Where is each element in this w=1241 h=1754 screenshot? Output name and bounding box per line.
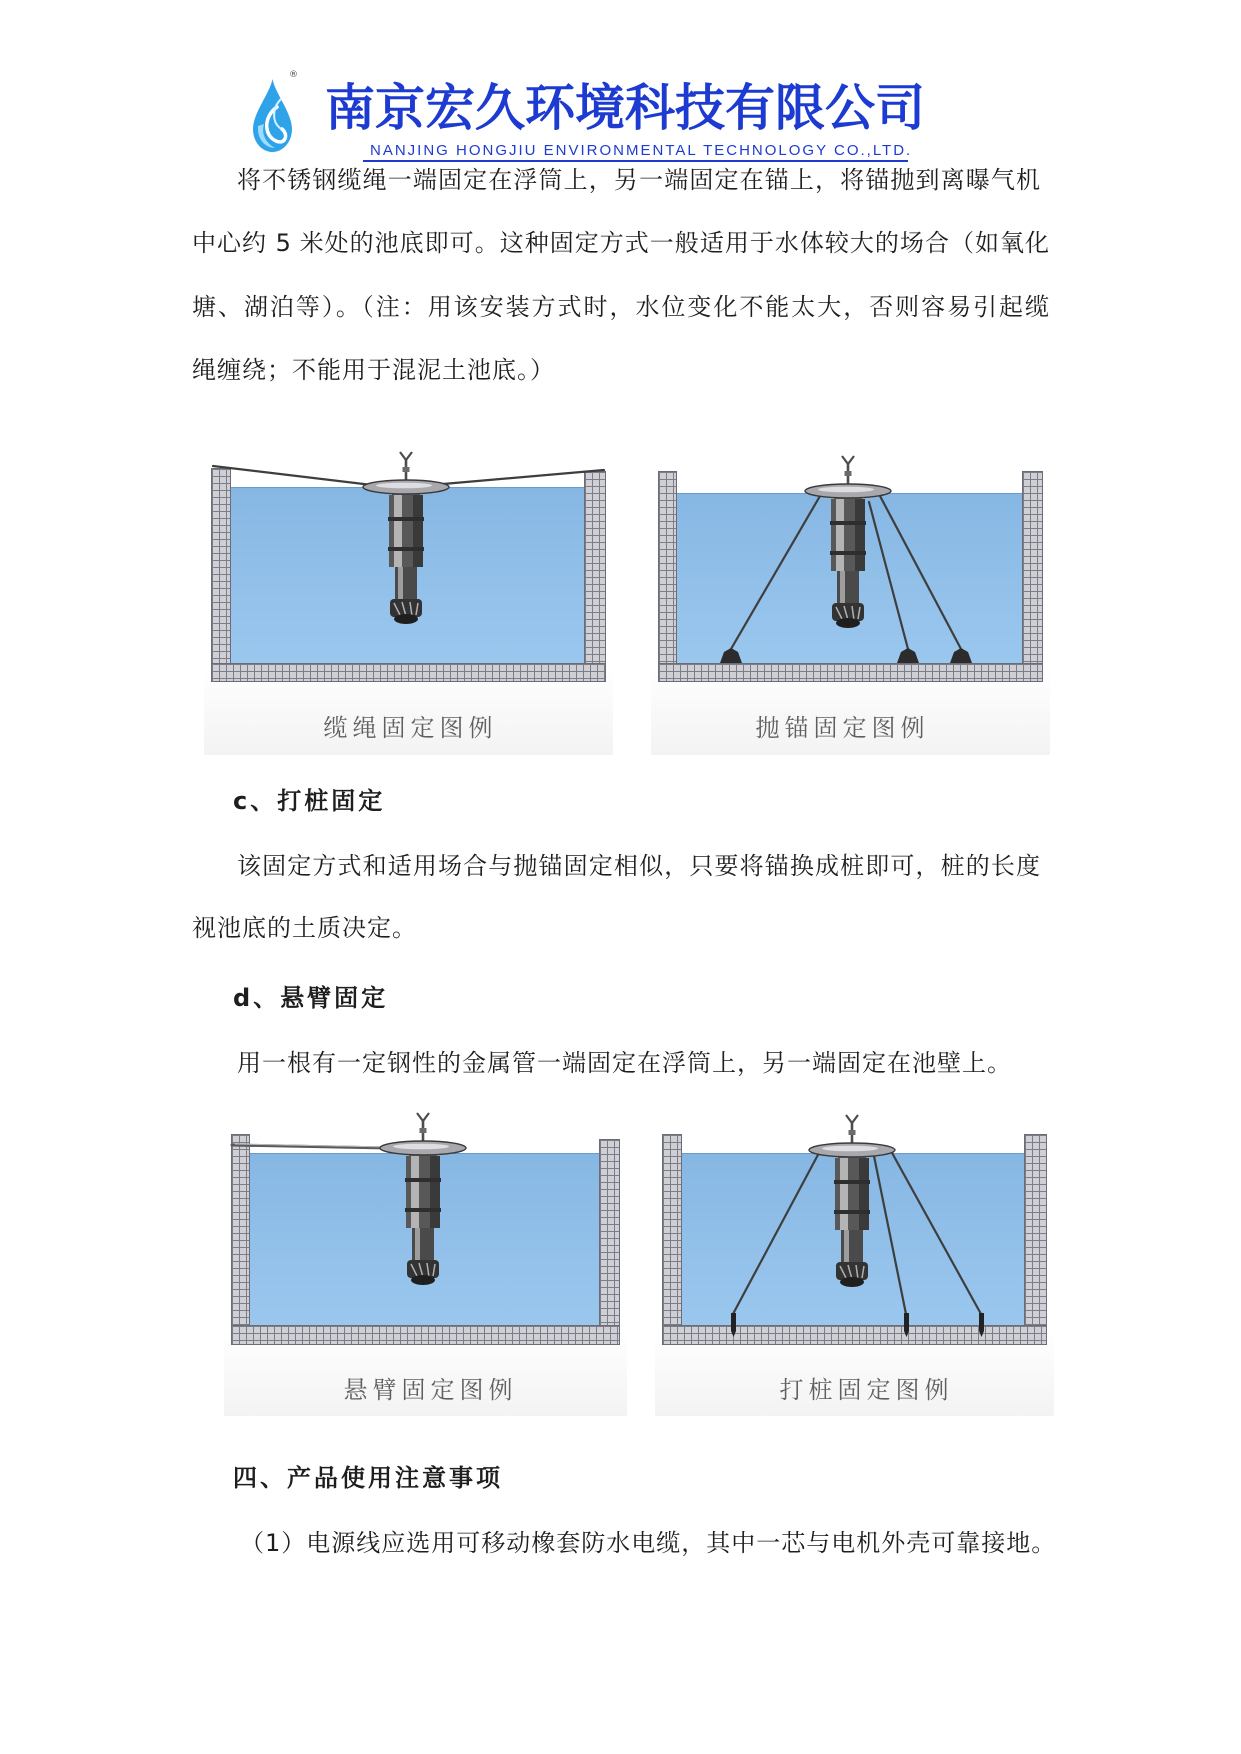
- anchor-rope: [869, 502, 908, 649]
- diagram-overlay: [658, 451, 1043, 682]
- stake-rope: [891, 1151, 981, 1314]
- intro-line-1: 将不锈钢缆绳一端固定在浮筒上，另一端固定在锚上，将锚抛到离曝气机: [237, 166, 1040, 194]
- figure-stake-fixing: [655, 1106, 1054, 1416]
- figure-cable-fixing: [204, 445, 613, 755]
- diagram-overlay: [662, 1117, 1047, 1345]
- stake: [979, 1313, 984, 1337]
- anchor-weight: [950, 648, 972, 663]
- figure-caption: 抛锚固定图例: [755, 714, 930, 742]
- figure-caption: 缆绳固定图例: [323, 714, 498, 742]
- section-c-line-1: 该固定方式和适用场合与抛锚固定相似，只要将锚换成桩即可，桩的长度: [237, 852, 1040, 880]
- cable-rope-right: [443, 470, 604, 484]
- anchor-weight: [897, 648, 919, 663]
- stake: [731, 1313, 736, 1337]
- section-d-heading: d、悬臂固定: [233, 984, 389, 1012]
- figure-caption: 悬臂固定图例: [343, 1376, 518, 1404]
- anchor-weight: [720, 648, 742, 663]
- intro-line-2: 中心约 5 米处的池底即可。这种固定方式一般适用于水体较大的场合（如氧化: [192, 229, 1049, 257]
- registered-mark: ®: [289, 70, 298, 80]
- section-4-heading: 四、产品使用注意事项: [233, 1464, 503, 1492]
- aerator: [380, 1113, 466, 1285]
- figure-anchor-fixing: [651, 445, 1050, 755]
- letterhead-underline: [363, 160, 908, 162]
- aerator: [363, 452, 449, 624]
- aerator: [805, 456, 891, 628]
- intro-line-4: 绳缠绕；不能用于混泥土池底。）: [192, 356, 555, 384]
- cantilever-fixing-diagram: [231, 1117, 620, 1345]
- water-drop-icon: [250, 79, 295, 152]
- diagram-overlay: [211, 451, 606, 682]
- company-name-cn: 南京宏久环境科技有限公司: [325, 78, 925, 137]
- section-c-line-2: 视池底的土质决定。: [192, 914, 417, 942]
- figure-caption: 打桩固定图例: [779, 1376, 954, 1404]
- section-c-heading: c、打桩固定: [233, 787, 386, 815]
- anchor-rope: [731, 496, 820, 649]
- anchor-fixing-diagram: [658, 451, 1043, 682]
- intro-line-3: 塘、湖泊等）。（注：用该安装方式时，水位变化不能太大，否则容易引起缆: [192, 293, 1049, 321]
- section-4-item-1: （1）电源线应选用可移动橡套防水电缆，其中一芯与电机外壳可靠接地。: [240, 1529, 1057, 1557]
- diagram-overlay: [231, 1117, 620, 1345]
- company-name-en: NANJING HONGJIU ENVIRONMENTAL TECHNOLOGY CO.,LTD.: [370, 142, 913, 159]
- cable-fixing-diagram: [211, 451, 606, 682]
- figure-cantilever-fixing: [224, 1106, 627, 1416]
- stake-rope: [733, 1151, 820, 1314]
- stake: [904, 1313, 909, 1337]
- stake-rope: [874, 1156, 906, 1314]
- stake-fixing-diagram: [662, 1117, 1047, 1345]
- cable-rope-left: [213, 466, 372, 485]
- section-d-line-1: 用一根有一定钢性的金属管一端固定在浮筒上，另一端固定在池壁上。: [237, 1049, 1012, 1077]
- anchor-rope: [880, 496, 961, 649]
